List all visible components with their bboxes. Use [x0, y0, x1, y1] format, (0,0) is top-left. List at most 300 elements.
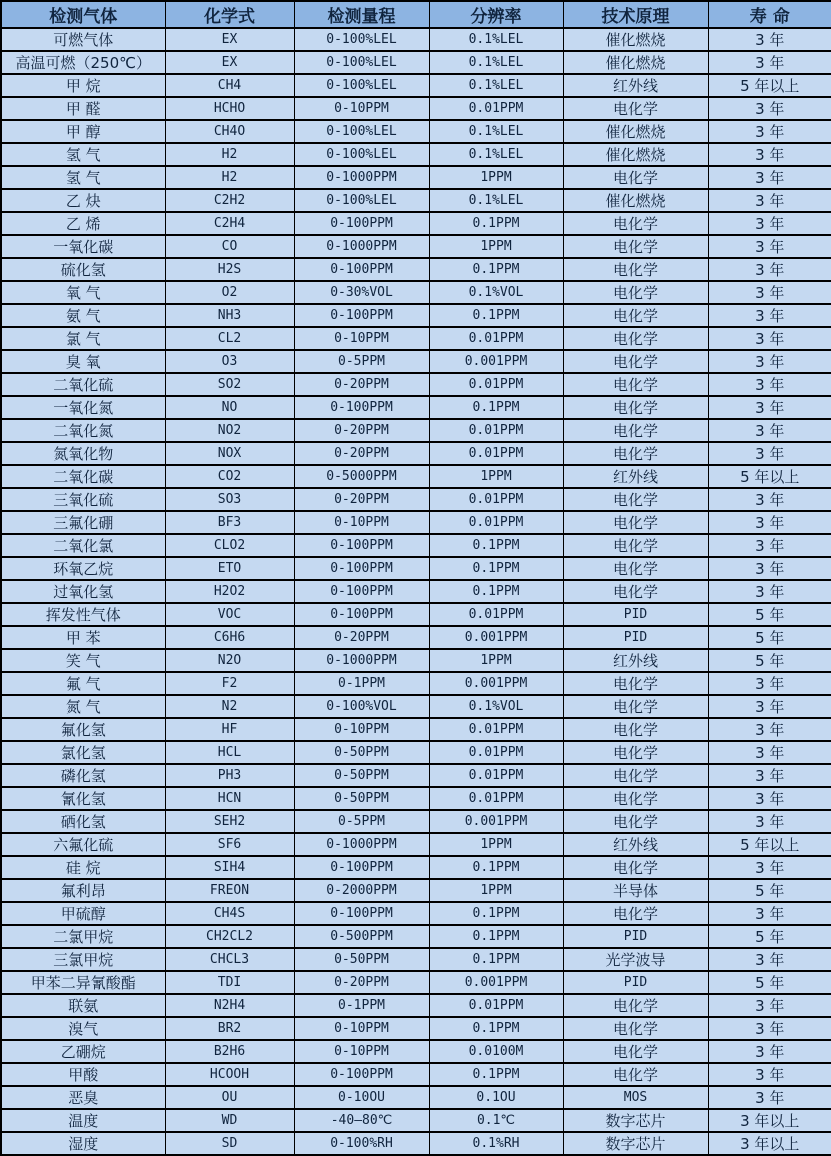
table-cell: 3 年	[708, 1086, 831, 1109]
table-cell: 0.1℃	[429, 1109, 563, 1132]
table-cell: 0.001PPM	[429, 971, 563, 994]
table-cell: 0-100%LEL	[294, 143, 429, 166]
table-cell: 0.1%LEL	[429, 51, 563, 74]
table-cell: 催化燃烧	[563, 51, 708, 74]
table-cell: 红外线	[563, 833, 708, 856]
table-cell: 0.001PPM	[429, 810, 563, 833]
table-cell: 电化学	[563, 442, 708, 465]
table-cell: 二氧化碳	[1, 465, 165, 488]
table-row	[1, 373, 831, 396]
table-cell: 氧 气	[1, 281, 165, 304]
table-cell: 0-10PPM	[294, 97, 429, 120]
table-cell: N2H4	[165, 994, 294, 1017]
table-cell: 0.1%LEL	[429, 143, 563, 166]
table-cell: H2S	[165, 258, 294, 281]
table-cell: 3 年	[708, 580, 831, 603]
table-cell: 氯 气	[1, 327, 165, 350]
table-cell: CH4	[165, 74, 294, 97]
table-cell: 0.1PPM	[429, 925, 563, 948]
table-row	[1, 511, 831, 534]
table-cell: 电化学	[563, 419, 708, 442]
table-cell: 0-100%LEL	[294, 51, 429, 74]
table-cell: 电化学	[563, 1017, 708, 1040]
table-cell: 0-1000PPM	[294, 833, 429, 856]
table-cell: 0.1%VOL	[429, 695, 563, 718]
table-cell: 5 年	[708, 649, 831, 672]
table-row	[1, 764, 831, 787]
table-cell: 臭 氧	[1, 350, 165, 373]
table-row	[1, 1040, 831, 1063]
table-cell: 0-100%LEL	[294, 74, 429, 97]
table-cell: PID	[563, 603, 708, 626]
table-cell: FREON	[165, 879, 294, 902]
table-cell: 0-500PPM	[294, 925, 429, 948]
table-row	[1, 97, 831, 120]
table-cell: 1PPM	[429, 235, 563, 258]
table-cell: 0.001PPM	[429, 626, 563, 649]
table-cell: 0-50PPM	[294, 948, 429, 971]
table-cell: 0.1%LEL	[429, 189, 563, 212]
column-header-principle: 技术原理	[563, 1, 708, 28]
table-cell: VOC	[165, 603, 294, 626]
table-cell: 0.01PPM	[429, 603, 563, 626]
table-cell: 三氯甲烷	[1, 948, 165, 971]
table-cell: 电化学	[563, 1040, 708, 1063]
table-cell: C2H2	[165, 189, 294, 212]
table-cell: C2H4	[165, 212, 294, 235]
table-cell: MOS	[563, 1086, 708, 1109]
table-cell: 0.1PPM	[429, 1017, 563, 1040]
table-cell: 二氧化硫	[1, 373, 165, 396]
table-cell: 3 年	[708, 419, 831, 442]
table-cell: 电化学	[563, 281, 708, 304]
table-cell: 0-20PPM	[294, 971, 429, 994]
table-cell: 0.01PPM	[429, 97, 563, 120]
table-cell: O3	[165, 350, 294, 373]
table-cell: 3 年	[708, 212, 831, 235]
table-cell: 5 年	[708, 626, 831, 649]
table-cell: 0-100%VOL	[294, 695, 429, 718]
table-cell: CH2CL2	[165, 925, 294, 948]
table-cell: 电化学	[563, 718, 708, 741]
column-header-lifespan: 寿 命	[708, 1, 831, 28]
table-cell: WD	[165, 1109, 294, 1132]
table-cell: 3 年	[708, 235, 831, 258]
table-cell: 3 年	[708, 695, 831, 718]
table-cell: 湿度	[1, 1132, 165, 1155]
table-cell: 0.01PPM	[429, 419, 563, 442]
table-cell: 甲 苯	[1, 626, 165, 649]
table-cell: 0.1PPM	[429, 258, 563, 281]
table-cell: 电化学	[563, 695, 708, 718]
table-cell: CO	[165, 235, 294, 258]
table-cell: 3 年	[708, 511, 831, 534]
table-cell: 0.01PPM	[429, 741, 563, 764]
table-cell: 电化学	[563, 672, 708, 695]
table-cell: 3 年	[708, 120, 831, 143]
table-row	[1, 1132, 831, 1155]
table-cell: 氰化氢	[1, 787, 165, 810]
table-cell: CLO2	[165, 534, 294, 557]
table-cell: NO	[165, 396, 294, 419]
table-row	[1, 649, 831, 672]
table-cell: 0.001PPM	[429, 672, 563, 695]
table-cell: 0-10OU	[294, 1086, 429, 1109]
table-cell: 乙硼烷	[1, 1040, 165, 1063]
table-cell: 乙 烯	[1, 212, 165, 235]
table-cell: 0-20PPM	[294, 419, 429, 442]
table-cell: 3 年	[708, 534, 831, 557]
table-cell: 二氧化氯	[1, 534, 165, 557]
table-cell: 电化学	[563, 902, 708, 925]
table-cell: 0-20PPM	[294, 488, 429, 511]
table-cell: 0-10PPM	[294, 327, 429, 350]
table-cell: 0-100PPM	[294, 396, 429, 419]
table-row	[1, 235, 831, 258]
table-cell: 0-100PPM	[294, 603, 429, 626]
table-cell: 3 年	[708, 1040, 831, 1063]
table-cell: 三氧化硫	[1, 488, 165, 511]
table-cell: 硅 烷	[1, 856, 165, 879]
table-cell: CHCL3	[165, 948, 294, 971]
table-cell: 3 年	[708, 143, 831, 166]
table-row	[1, 212, 831, 235]
table-row	[1, 879, 831, 902]
table-cell: 0.1OU	[429, 1086, 563, 1109]
table-cell: 电化学	[563, 350, 708, 373]
table-cell: 0.1%LEL	[429, 120, 563, 143]
table-cell: CH4S	[165, 902, 294, 925]
table-cell: 电化学	[563, 810, 708, 833]
table-cell: 3 年	[708, 396, 831, 419]
table-row	[1, 1109, 831, 1132]
table-cell: 电化学	[563, 373, 708, 396]
table-cell: 3 年以上	[708, 1109, 831, 1132]
table-row	[1, 603, 831, 626]
table-cell: 5 年以上	[708, 74, 831, 97]
table-cell: 电化学	[563, 212, 708, 235]
table-cell: 半导体	[563, 879, 708, 902]
table-cell: 一氧化碳	[1, 235, 165, 258]
table-cell: 0-30%VOL	[294, 281, 429, 304]
table-cell: 氮 气	[1, 695, 165, 718]
table-cell: NH3	[165, 304, 294, 327]
table-cell: 电化学	[563, 856, 708, 879]
table-cell: 0-20PPM	[294, 373, 429, 396]
table-cell: N2O	[165, 649, 294, 672]
table-cell: PH3	[165, 764, 294, 787]
table-cell: -40—80℃	[294, 1109, 429, 1132]
table-cell: 0-100PPM	[294, 1063, 429, 1086]
table-cell: 0.01PPM	[429, 994, 563, 1017]
table-cell: 1PPM	[429, 833, 563, 856]
table-cell: 电化学	[563, 304, 708, 327]
table-cell: 硒化氢	[1, 810, 165, 833]
table-cell: PID	[563, 626, 708, 649]
table-body	[1, 28, 831, 1155]
table-header	[1, 1, 831, 28]
table-row	[1, 304, 831, 327]
table-row	[1, 925, 831, 948]
table-row	[1, 143, 831, 166]
table-cell: C6H6	[165, 626, 294, 649]
table-cell: 0.1%RH	[429, 1132, 563, 1155]
table-cell: 3 年	[708, 787, 831, 810]
table-cell: 甲 烷	[1, 74, 165, 97]
table-cell: 0.1PPM	[429, 948, 563, 971]
table-cell: SEH2	[165, 810, 294, 833]
table-cell: 红外线	[563, 74, 708, 97]
table-cell: 0-1000PPM	[294, 649, 429, 672]
table-cell: 0-50PPM	[294, 741, 429, 764]
table-cell: 1PPM	[429, 879, 563, 902]
table-cell: 0-20PPM	[294, 442, 429, 465]
table-cell: 数字芯片	[563, 1132, 708, 1155]
table-cell: 3 年	[708, 1063, 831, 1086]
column-header-range: 检测量程	[294, 1, 429, 28]
table-cell: H2	[165, 143, 294, 166]
table-cell: 温度	[1, 1109, 165, 1132]
table-cell: 可燃气体	[1, 28, 165, 51]
column-header-formula: 化学式	[165, 1, 294, 28]
table-cell: 电化学	[563, 511, 708, 534]
table-cell: 电化学	[563, 1063, 708, 1086]
table-cell: 0-1PPM	[294, 672, 429, 695]
table-row	[1, 442, 831, 465]
table-cell: 0.1PPM	[429, 580, 563, 603]
table-row	[1, 28, 831, 51]
table-row	[1, 948, 831, 971]
table-cell: TDI	[165, 971, 294, 994]
table-cell: OU	[165, 1086, 294, 1109]
table-cell: 电化学	[563, 764, 708, 787]
table-row	[1, 1017, 831, 1040]
table-row	[1, 488, 831, 511]
table-cell: CL2	[165, 327, 294, 350]
table-cell: 联氨	[1, 994, 165, 1017]
table-cell: 氟利昂	[1, 879, 165, 902]
table-cell: 光学波导	[563, 948, 708, 971]
table-cell: 催化燃烧	[563, 120, 708, 143]
table-cell: SD	[165, 1132, 294, 1155]
table-cell: 0.1PPM	[429, 557, 563, 580]
table-cell: 乙 炔	[1, 189, 165, 212]
table-cell: 3 年	[708, 97, 831, 120]
table-row	[1, 902, 831, 925]
table-cell: 过氧化氢	[1, 580, 165, 603]
table-cell: 0-100%LEL	[294, 189, 429, 212]
table-cell: 3 年	[708, 373, 831, 396]
table-cell: 电化学	[563, 327, 708, 350]
table-cell: 3 年	[708, 764, 831, 787]
table-cell: 六氟化硫	[1, 833, 165, 856]
table-cell: 0-5000PPM	[294, 465, 429, 488]
table-cell: PID	[563, 925, 708, 948]
table-cell: 0.01PPM	[429, 327, 563, 350]
table-row	[1, 833, 831, 856]
table-cell: 3 年	[708, 327, 831, 350]
table-row	[1, 74, 831, 97]
table-cell: 3 年	[708, 902, 831, 925]
table-cell: 甲 醛	[1, 97, 165, 120]
table-cell: 0-100PPM	[294, 856, 429, 879]
table-cell: 3 年	[708, 672, 831, 695]
table-cell: 0.01PPM	[429, 718, 563, 741]
table-row	[1, 741, 831, 764]
table-cell: 数字芯片	[563, 1109, 708, 1132]
table-cell: 红外线	[563, 465, 708, 488]
table-cell: 0-100PPM	[294, 580, 429, 603]
table-cell: 高温可燃（250℃）	[1, 51, 165, 74]
table-cell: 氨 气	[1, 304, 165, 327]
table-row	[1, 718, 831, 741]
table-cell: 0.1PPM	[429, 396, 563, 419]
table-cell: 磷化氢	[1, 764, 165, 787]
table-cell: 溴气	[1, 1017, 165, 1040]
table-cell: 三氟化硼	[1, 511, 165, 534]
table-cell: 3 年	[708, 948, 831, 971]
table-cell: 0.01PPM	[429, 442, 563, 465]
table-cell: 0-100PPM	[294, 304, 429, 327]
table-row	[1, 51, 831, 74]
table-cell: 氟化氢	[1, 718, 165, 741]
table-row	[1, 695, 831, 718]
table-cell: 0-100PPM	[294, 212, 429, 235]
table-cell: 3 年	[708, 28, 831, 51]
table-cell: 0.001PPM	[429, 350, 563, 373]
table-cell: 0-1PPM	[294, 994, 429, 1017]
table-cell: 0-10PPM	[294, 511, 429, 534]
table-row	[1, 1086, 831, 1109]
table-cell: 3 年	[708, 442, 831, 465]
table-cell: 0.01PPM	[429, 373, 563, 396]
table-cell: 0-20PPM	[294, 626, 429, 649]
table-cell: H2O2	[165, 580, 294, 603]
table-row	[1, 971, 831, 994]
table-cell: 5 年	[708, 879, 831, 902]
table-row	[1, 580, 831, 603]
table-cell: 5 年以上	[708, 833, 831, 856]
table-cell: 一氧化氮	[1, 396, 165, 419]
table-cell: 氢 气	[1, 166, 165, 189]
table-cell: 0.0100M	[429, 1040, 563, 1063]
table-cell: 3 年	[708, 994, 831, 1017]
table-row	[1, 327, 831, 350]
table-cell: 甲硫醇	[1, 902, 165, 925]
table-cell: 0.1PPM	[429, 1063, 563, 1086]
table-cell: 5 年以上	[708, 465, 831, 488]
table-row	[1, 557, 831, 580]
table-cell: 环氧乙烷	[1, 557, 165, 580]
table-cell: 催化燃烧	[563, 189, 708, 212]
table-cell: 0.1PPM	[429, 534, 563, 557]
table-cell: 3 年	[708, 304, 831, 327]
table-cell: 5 年	[708, 603, 831, 626]
table-cell: 0-10PPM	[294, 1017, 429, 1040]
table-cell: HCL	[165, 741, 294, 764]
table-cell: 催化燃烧	[563, 28, 708, 51]
table-cell: 电化学	[563, 534, 708, 557]
header-row	[1, 1, 831, 28]
table-cell: 3 年	[708, 856, 831, 879]
table-cell: 甲苯二异氰酸酯	[1, 971, 165, 994]
table-cell: EX	[165, 28, 294, 51]
table-cell: 3 年	[708, 189, 831, 212]
table-cell: CH4O	[165, 120, 294, 143]
table-cell: 甲 醇	[1, 120, 165, 143]
table-row	[1, 534, 831, 557]
table-cell: 1PPM	[429, 649, 563, 672]
table-cell: 0.1PPM	[429, 856, 563, 879]
table-cell: F2	[165, 672, 294, 695]
table-cell: 挥发性气体	[1, 603, 165, 626]
table-cell: 5 年	[708, 971, 831, 994]
table-cell: BF3	[165, 511, 294, 534]
table-cell: 3 年以上	[708, 1132, 831, 1155]
table-cell: 0-100%RH	[294, 1132, 429, 1155]
table-cell: 0-5PPM	[294, 810, 429, 833]
table-cell: 0.01PPM	[429, 787, 563, 810]
table-cell: 氮氧化物	[1, 442, 165, 465]
table-cell: 3 年	[708, 488, 831, 511]
table-cell: HCN	[165, 787, 294, 810]
table-cell: 电化学	[563, 235, 708, 258]
table-row	[1, 810, 831, 833]
table-cell: 3 年	[708, 166, 831, 189]
table-cell: 1PPM	[429, 465, 563, 488]
table-cell: EX	[165, 51, 294, 74]
table-cell: 3 年	[708, 810, 831, 833]
table-cell: 恶臭	[1, 1086, 165, 1109]
table-cell: SO2	[165, 373, 294, 396]
table-cell: 二氯甲烷	[1, 925, 165, 948]
table-cell: 电化学	[563, 994, 708, 1017]
table-cell: 0.1%VOL	[429, 281, 563, 304]
table-cell: 0-100PPM	[294, 534, 429, 557]
table-cell: 催化燃烧	[563, 143, 708, 166]
table-row	[1, 166, 831, 189]
table-row	[1, 994, 831, 1017]
table-cell: 0-5PPM	[294, 350, 429, 373]
table-cell: 0-1000PPM	[294, 235, 429, 258]
table-cell: NOX	[165, 442, 294, 465]
table-cell: 0.1PPM	[429, 304, 563, 327]
table-cell: 电化学	[563, 557, 708, 580]
table-cell: 电化学	[563, 741, 708, 764]
table-cell: 电化学	[563, 488, 708, 511]
table-cell: 硫化氢	[1, 258, 165, 281]
table-cell: 3 年	[708, 51, 831, 74]
table-cell: 1PPM	[429, 166, 563, 189]
table-cell: 二氧化氮	[1, 419, 165, 442]
table-cell: B2H6	[165, 1040, 294, 1063]
table-cell: CO2	[165, 465, 294, 488]
table-row	[1, 189, 831, 212]
table-cell: 5 年	[708, 925, 831, 948]
table-cell: 电化学	[563, 166, 708, 189]
table-cell: H2	[165, 166, 294, 189]
table-cell: 3 年	[708, 718, 831, 741]
table-cell: 0-100PPM	[294, 557, 429, 580]
table-row	[1, 350, 831, 373]
table-cell: 0-100%LEL	[294, 120, 429, 143]
table-cell: 电化学	[563, 580, 708, 603]
table-cell: 3 年	[708, 1017, 831, 1040]
table-cell: 0-10PPM	[294, 1040, 429, 1063]
table-cell: SIH4	[165, 856, 294, 879]
table-row	[1, 626, 831, 649]
table-cell: 甲酸	[1, 1063, 165, 1086]
